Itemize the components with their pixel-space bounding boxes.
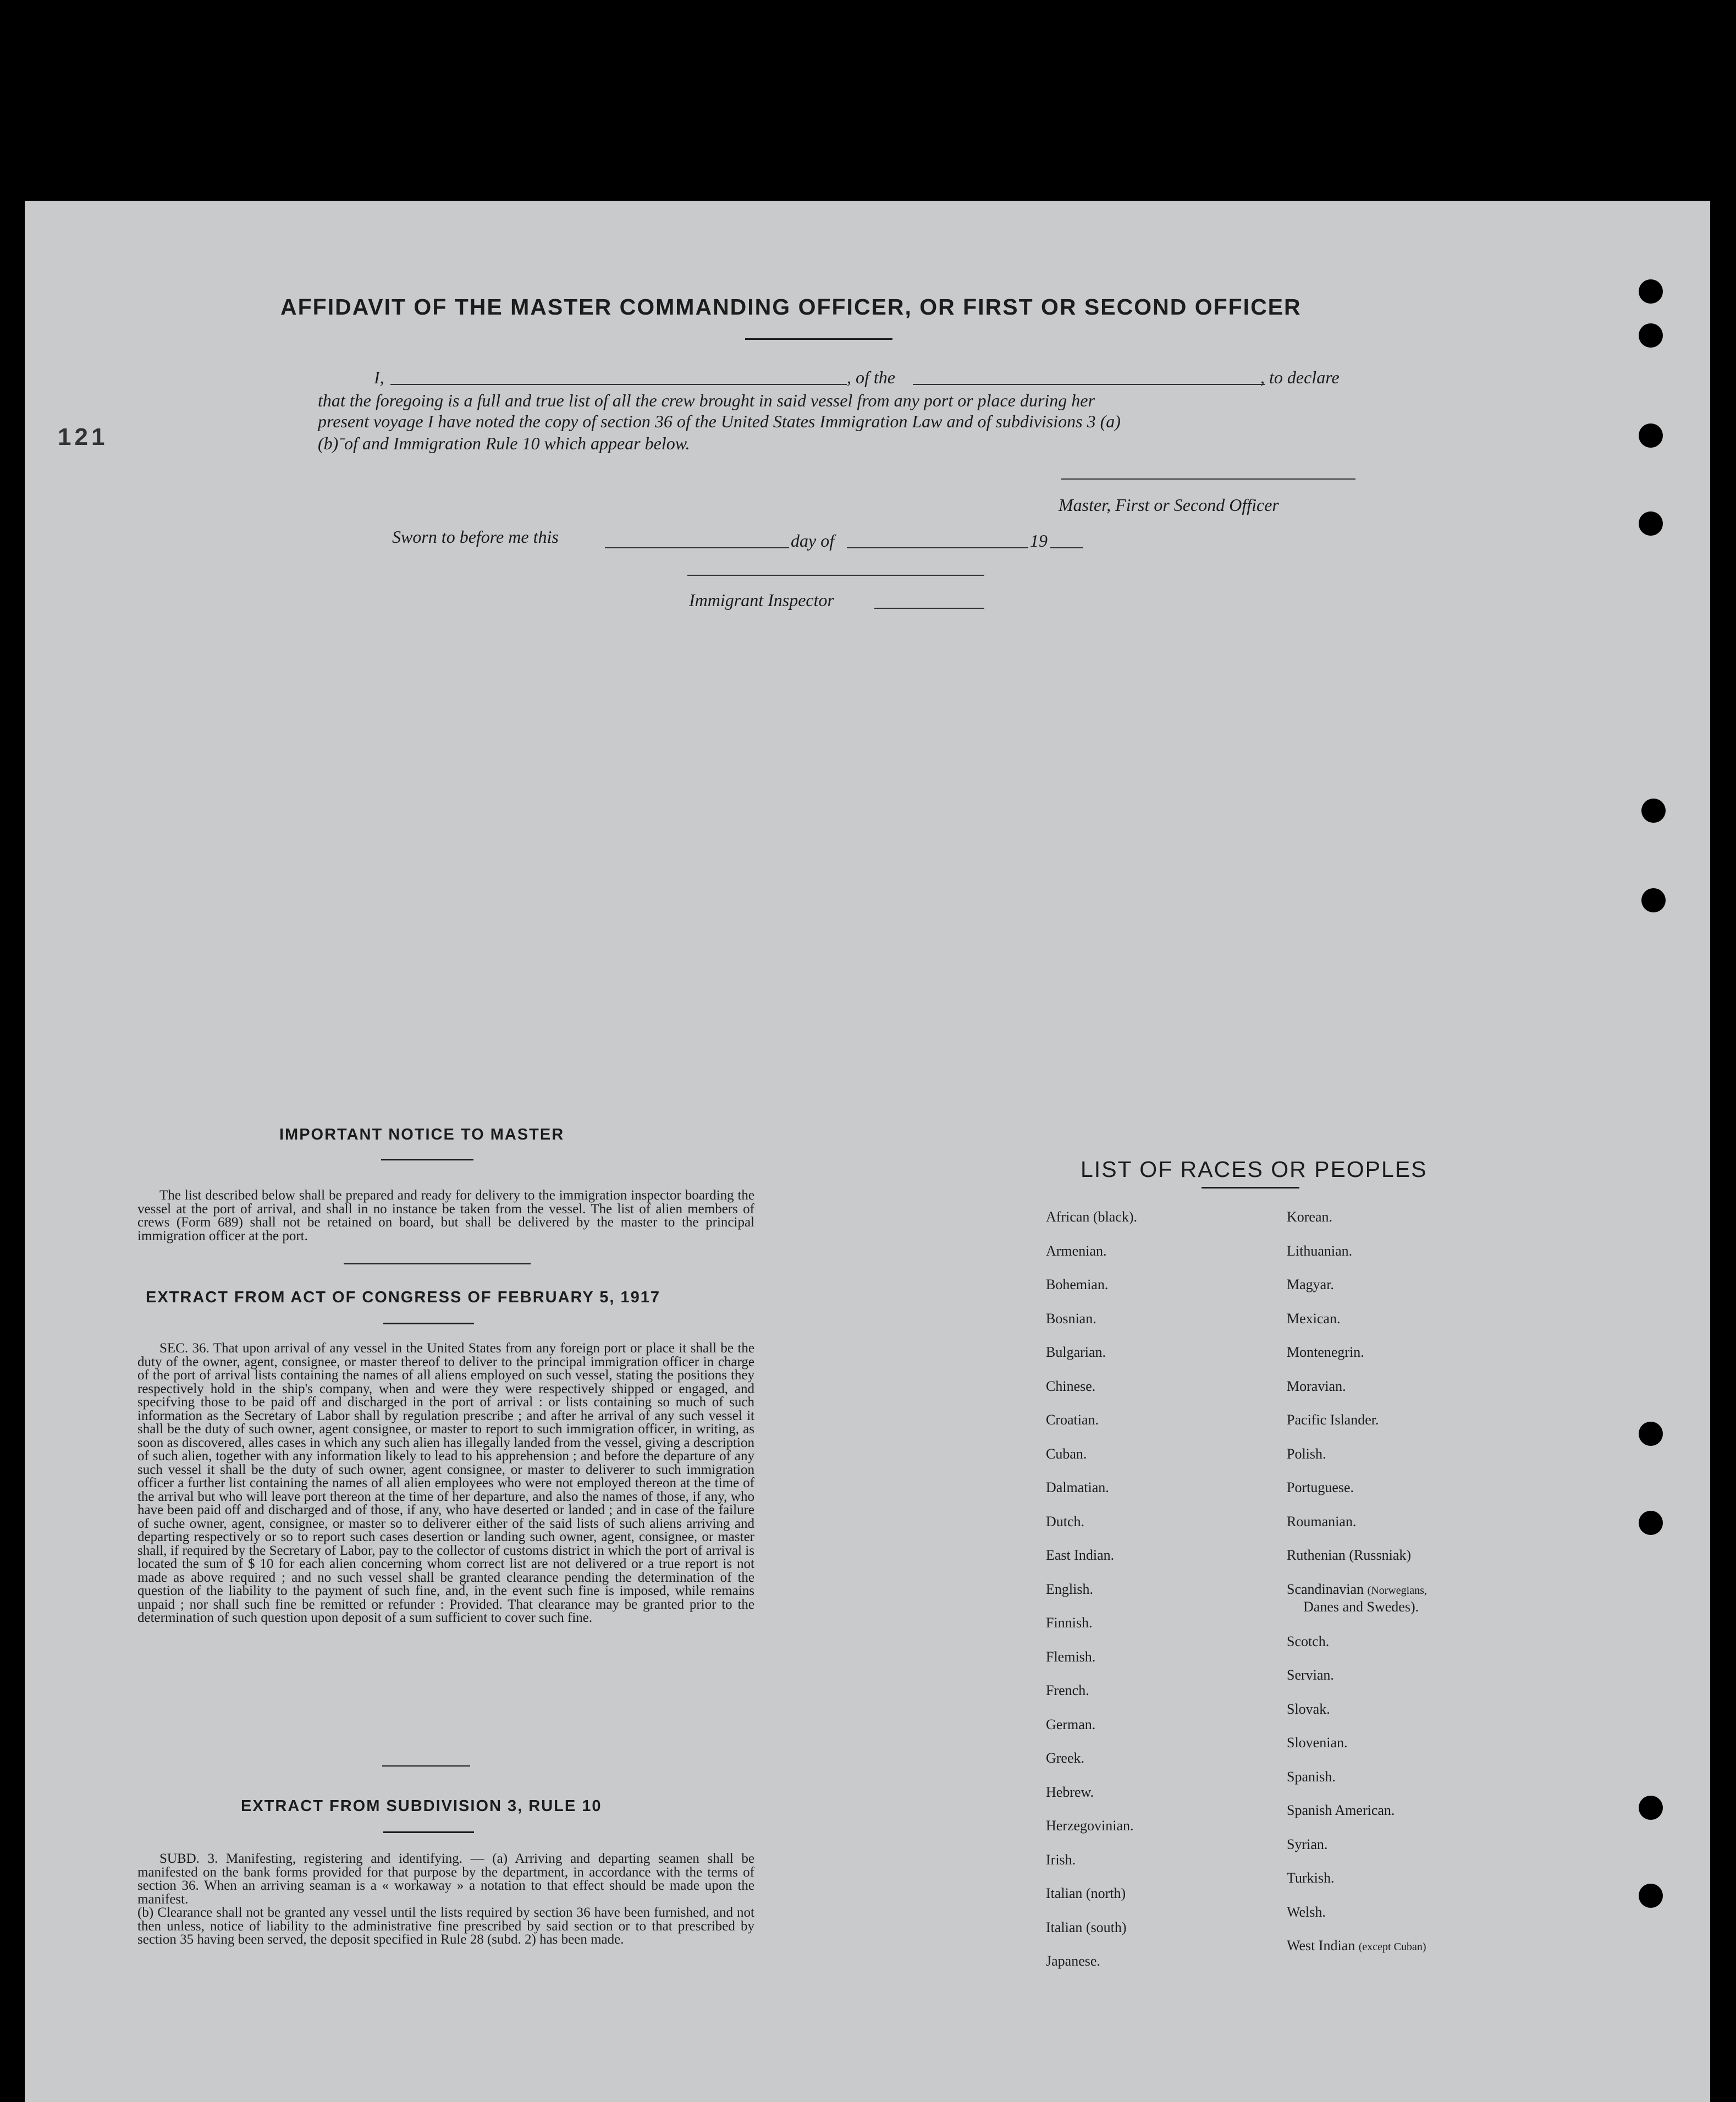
race-item: Scotch.	[1287, 1633, 1330, 1649]
notice-divider	[344, 1263, 531, 1264]
race-item: Finnish.	[1046, 1615, 1093, 1631]
affidavit-line-2: that the foregoing is a full and true list of all the crew brought in said vessel from any port or place during her	[318, 390, 1095, 410]
race-item: Syrian.	[1287, 1836, 1328, 1852]
notice-paragraph: The list described below shall be prepared and ready for delivery to the immigration inspector boarding the vessel at the port of arrival, and shall in no instance be taken from the vessel. The list of alien members of crews (Form 689) shall not be retained on board, but shall be delivered by the master to the principal immigration officer at the port.	[137, 1188, 754, 1243]
inspector-label: Immigrant Inspector	[689, 590, 834, 610]
affidavit-to-declare: , to declare	[1260, 367, 1340, 387]
race-item: Dutch.	[1046, 1513, 1085, 1529]
affidavit-of-the: , of the	[847, 367, 895, 387]
race-item: Polish.	[1287, 1445, 1326, 1462]
master-label: Master, First or Second Officer	[1059, 495, 1279, 515]
race-item: Irish.	[1046, 1851, 1076, 1868]
act-divider	[382, 1765, 470, 1767]
notice-underline	[381, 1159, 473, 1160]
binder-hole	[1639, 1796, 1663, 1820]
race-item: Bohemian.	[1046, 1276, 1109, 1292]
race-item-name: Scandinavian	[1287, 1581, 1368, 1597]
rule-text	[137, 1852, 754, 1947]
race-item: German.	[1046, 1716, 1096, 1732]
affidavit-line-4: (b)ˉof and Immigration Rule 10 which appear below.	[318, 433, 690, 453]
binder-hole	[1641, 799, 1666, 823]
race-item: Magyar.	[1287, 1276, 1334, 1292]
race-item: Servian.	[1287, 1667, 1334, 1683]
sworn-month-blank	[847, 547, 1028, 548]
race-item: Hebrew.	[1046, 1784, 1094, 1800]
race-item: Bosnian.	[1046, 1310, 1096, 1327]
race-item: East Indian.	[1046, 1547, 1115, 1563]
act-heading: EXTRACT FROM ACT OF CONGRESS OF FEBRUARY 5, 1917	[146, 1289, 661, 1306]
binder-hole	[1639, 1511, 1663, 1535]
sworn-day-blank	[605, 547, 789, 548]
race-item: West Indian (except Cuban)	[1287, 1938, 1426, 1954]
rule-underline	[383, 1831, 474, 1833]
race-item: French.	[1046, 1682, 1089, 1698]
master-signature-line	[1061, 478, 1355, 480]
inspector-signature-line	[687, 575, 984, 576]
binder-hole	[1639, 1884, 1663, 1908]
day-of-label: day of	[791, 531, 835, 551]
race-item: Moravian.	[1287, 1378, 1346, 1394]
inspector-blank	[874, 608, 984, 609]
affidavit-i: I,	[374, 367, 384, 387]
race-item: English.	[1046, 1581, 1093, 1597]
affidavit-title: AFFIDAVIT OF THE MASTER COMMANDING OFFICER, OR FIRST OR SECOND OFFICER	[280, 294, 1302, 320]
rule-paragraph-a: SUBD. 3. Manifesting, registering and identifying. — (a) Arriving and departing seamen shall be manifested on the bank forms provided for that purpose by the department, in accordance with the terms of section 36. When an arriving seaman is a « workaway » a notation to that effect should be made upon the manifest.	[137, 1851, 754, 1907]
race-item: Dalmatian.	[1046, 1479, 1109, 1495]
race-item: Mexican.	[1287, 1310, 1341, 1327]
act-paragraph: SEC. 36. That upon arrival of any vessel in the United States from any foreign port or place it shall be the duty of the owner, agent, consignee, or master thereof to deliver to the principal immigration officer in charge of the port of arrival lists containing the names of all aliens employed on such vessel, stating the positions they respectively hold in the ship's company, when and were they were respectively shipped or engaged, and specifving those to be paid off and discharged in the port of arrival : or lists containing so much of such information as the Secretary of Labor shall by regulation prescribe ; and after he arrival of any such vessel it shall be the duty of such owner, agent consignee, or master to report to such immigration officer, in writing, as soon as discovered, alles cases in which any such alien has illegally landed from the vessel, giving a description of such alien, together with any information likely to lead to his apprehension ; and before the departure of any such vessel it shall be the duty of such owner, agent consignee, or master to deliverer to such immigration officer a further list containing the names of all alien employees who were not employed thereon at the time of the arrival but who will leave port thereon at the time of her departure, and also the names of those, if any, who have been paid off and discharged and of those, if any, who have deserted or landed ; and in case of the failure of suche owner, agent, consignee, or master so to deliverer either of the said lists of such aliens arriving and departing respectively or so to report such cases desertion or landing such owner, agent, consignee, or master shall, if required by the Secretary of Labor, pay to the collector of customs district in which the port of arrival is located the sum of $ 10 for each alien concerning whom correct list are not delivered or a true report is not made as above required ; and no such vessel shall be granted clearance pending the determination of the question of the liability to the payment of such fine, and, in the event such fine is imposed, while remains unpaid ; nor shall such fine be remitted or refunder : Provided. That clearance may be granted prior to the determination of such question upon deposit of a sum sufficient to cover such fine.	[137, 1341, 754, 1625]
binder-hole	[1639, 279, 1663, 304]
act-underline	[383, 1323, 474, 1324]
rule-paragraph-b: (b) Clearance shall not be granted any vessel until the lists required by section 36 have been furnished, and not then unless, notice of liability to the administrative fine prescribed by said section or to that prescribed by section 35 having been served, the deposit specified in Rule 28 (subd. 2) has been made.	[137, 1905, 754, 1947]
race-item: Flemish.	[1046, 1648, 1096, 1665]
race-item: Cuban.	[1046, 1445, 1087, 1462]
race-item: Slovak.	[1287, 1701, 1330, 1717]
race-item: Greek.	[1046, 1750, 1085, 1766]
race-item-continuation: Danes and Swedes).	[1303, 1598, 1419, 1615]
title-underline	[745, 338, 892, 340]
races-underline	[1202, 1187, 1299, 1188]
race-item: African (black).	[1046, 1209, 1138, 1225]
affidavit-line-3: present voyage I have noted the copy of section 36 of the United States Immigration Law and of subdivisions 3 (a)	[318, 411, 1121, 431]
race-item: Montenegrin.	[1287, 1344, 1364, 1360]
race-item: Welsh.	[1287, 1903, 1326, 1920]
race-item: Japanese.	[1046, 1953, 1100, 1969]
race-item: Pacific Islander.	[1287, 1412, 1379, 1428]
race-item: Croatian.	[1046, 1412, 1099, 1428]
binder-hole	[1641, 888, 1666, 912]
race-item: Korean.	[1287, 1209, 1333, 1225]
binder-hole	[1639, 323, 1663, 348]
vessel-blank	[913, 384, 1265, 385]
race-item: Spanish American.	[1287, 1802, 1395, 1818]
race-item: Chinese.	[1046, 1378, 1096, 1394]
binder-hole	[1639, 423, 1663, 448]
binder-hole	[1639, 511, 1663, 536]
document-page	[25, 201, 1710, 2102]
race-item: Roumanian.	[1287, 1513, 1357, 1529]
year-blank	[1050, 547, 1083, 548]
notice-heading: IMPORTANT NOTICE TO MASTER	[279, 1126, 565, 1143]
year-prefix: 19	[1030, 531, 1048, 551]
race-item: Lithuanian.	[1287, 1242, 1353, 1259]
binder-hole	[1639, 1422, 1663, 1446]
race-item: Portuguese.	[1287, 1479, 1354, 1495]
race-item-note: (Norwegians,	[1367, 1584, 1427, 1597]
race-item: Italian (south)	[1046, 1919, 1127, 1935]
margin-number: 121	[58, 423, 108, 450]
race-item: Turkish.	[1287, 1870, 1335, 1886]
name-blank	[390, 384, 847, 385]
notice-text	[137, 1189, 754, 1243]
race-item: Ruthenian (Russniak)	[1287, 1547, 1412, 1563]
race-item: Bulgarian.	[1046, 1344, 1106, 1360]
race-item-note: (except Cuban)	[1358, 1941, 1426, 1953]
race-item: Spanish.	[1287, 1768, 1336, 1785]
sworn-label: Sworn to before me this	[392, 527, 559, 547]
rule-heading: EXTRACT FROM SUBDIVISION 3, RULE 10	[241, 1797, 602, 1815]
act-text	[137, 1342, 754, 1625]
race-item: Italian (north)	[1046, 1885, 1126, 1901]
races-heading: LIST OF RACES OR PEOPLES	[1081, 1157, 1428, 1182]
race-item: Armenian.	[1046, 1242, 1107, 1259]
race-item: Herzegovinian.	[1046, 1818, 1134, 1834]
race-item: Slovenian.	[1287, 1735, 1348, 1751]
race-item	[1287, 1581, 1427, 1598]
